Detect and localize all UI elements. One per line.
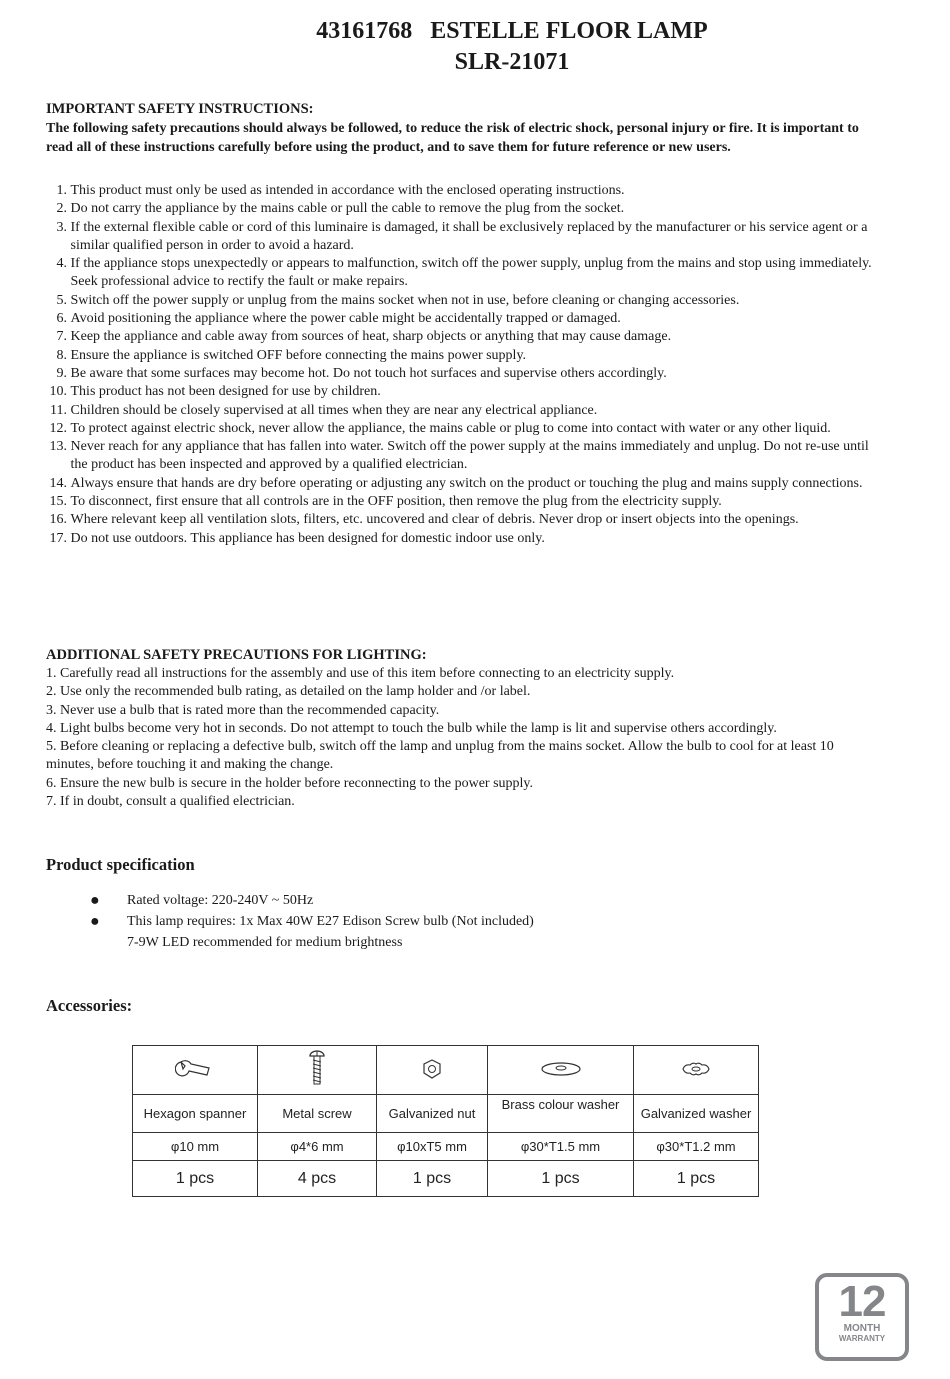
accessory-qty: 1 pcs [133, 1161, 258, 1197]
spec-heading: Product specification [46, 855, 195, 874]
model-number: SLR-21071 [454, 49, 570, 75]
list-item: 12. To protect against electric shock, never allow the appliance, the mains cable or plug to come into contact with water or any other liquid. [49, 420, 831, 436]
accessory-size: φ30*T1.5 mm [488, 1133, 634, 1161]
safety-list [46, 182, 886, 548]
washer-icon [488, 1046, 634, 1095]
lighting-heading: ADDITIONAL SAFETY PRECAUTIONS FOR LIGHTING: [46, 647, 427, 663]
list-item: 5. Before cleaning or replacing a defective bulb, switch off the lamp and unplug from the mains socket. Allow the bulb to cool for at least 10 minutes, before touching it and making the change. [46, 739, 834, 773]
list-item: 10. This product has not been designed for use by children. [49, 384, 381, 400]
accessory-name: Galvanized nut [377, 1095, 488, 1133]
nut-icon [377, 1046, 488, 1095]
screw-icon [258, 1046, 377, 1095]
accessory-size: φ10 mm [133, 1133, 258, 1161]
list-item: 1. Carefully read all instructions for the assembly and use of this item before connecting to an electricity supply. [46, 666, 675, 681]
accessory-size: φ4*6 mm [258, 1133, 377, 1161]
list-item: 1. This product must only be used as intended in accordance with the enclosed operating instructions. [56, 183, 625, 198]
accessory-name: Brass colour washer [488, 1095, 634, 1133]
star-washer-icon [634, 1046, 759, 1095]
accessory-size: φ30*T1.2 mm [634, 1133, 759, 1161]
list-item: 3. Never use a bulb that is rated more than the recommended capacity. [46, 702, 440, 718]
list-item: 2. Use only the recommended bulb rating, as detailed on the lamp holder and /or label. [46, 684, 531, 700]
list-item: 16. Where relevant keep all ventilation slots, filters, etc. uncovered and clear of debris. Never drop or insert objects into the openings. [49, 512, 799, 528]
list-item: 5. Switch off the power supply or unplug from the mains socket when not in use, before cleaning or changing accessories. [56, 292, 740, 308]
spanner-icon [133, 1046, 258, 1095]
list-item: 4. If the appliance stops unexpectedly or appears to malfunction, switch off the power supply, unplug from the mains and stop using immediately. Seek professional advice to rectify the fault or make repairs. [56, 256, 872, 290]
accessory-size: φ10xT5 mm [377, 1133, 488, 1161]
spec-note: 7-9W LED recommended for medium brightness [127, 935, 403, 950]
accessories-table [132, 1045, 759, 1197]
accessory-qty: 1 pcs [488, 1161, 634, 1197]
list-item: 17. Do not use outdoors. This appliance has been designed for domestic indoor use only. [49, 530, 545, 546]
safety-intro: The following safety precautions should always be followed, to reduce the risk of electric shock, personal injury or fire. It is important to read all of these instructions carefully before using the product, and to save them for future reference or new users. [46, 121, 859, 155]
accessories-heading: Accessories: [46, 996, 133, 1015]
accessory-qty: 4 pcs [258, 1161, 377, 1197]
list-item: 8. Ensure the appliance is switched OFF before connecting the mains power supply. [56, 347, 527, 363]
list-item: 9. Be aware that some surfaces may become hot. Do not touch hot surfaces and supervise others accordingly. [56, 365, 667, 381]
warranty-badge: 12 MONTH WARRANTY [815, 1273, 909, 1361]
spec-voltage: Rated voltage: 220-240V ~ 50Hz [127, 893, 314, 908]
list-item: 4. Light bulbs become very hot in seconds. Do not attempt to touch the bulb while the lamp is lit and supervise others accordingly. [46, 720, 777, 736]
accessory-name: Galvanized washer [634, 1095, 759, 1133]
bullet-icon: ● [90, 892, 100, 909]
list-item: 3. If the external flexible cable or cord of this luminaire is damaged, it shall be exclusively replaced by the manufacturer or his service agent or a similar qualified person in order to avoid a hazard. [56, 219, 868, 253]
bullet-icon: ● [90, 913, 100, 930]
accessory-name: Metal screw [258, 1095, 377, 1133]
list-item: 11. Children should be closely supervised at all times when they are near any electrical appliance. [50, 402, 598, 418]
accessory-name: Hexagon spanner [133, 1095, 258, 1133]
page-title: 43161768 ESTELLE FLOOR LAMP [316, 18, 708, 44]
list-item: 15. To disconnect, first ensure that all controls are in the OFF position, then remove the plug from the electricity supply. [49, 494, 722, 510]
lighting-list [46, 665, 876, 811]
list-item: 6. Ensure the new bulb is secure in the holder before reconnecting to the power supply. [46, 775, 533, 791]
list-item: 7. Keep the appliance and cable away from sources of heat, sharp objects or anything that may cause damage. [56, 329, 672, 345]
accessory-qty: 1 pcs [634, 1161, 759, 1197]
spec-list [90, 890, 534, 953]
accessory-qty: 1 pcs [377, 1161, 488, 1197]
list-item: 14. Always ensure that hands are dry before operating or adjusting any switch on the product or touching the plug and mains supply connections. [49, 475, 863, 491]
list-item: 13. Never reach for any appliance that has fallen into water. Switch off the power supply at the mains immediately and unplug. Do not re-use until the product has been inspected and approved by a qualified electrician. [49, 439, 869, 473]
list-item: 2. Do not carry the appliance by the mains cable or pull the cable to remove the plug from the socket. [56, 201, 625, 217]
spec-bulb: This lamp requires: 1x Max 40W E27 Edison Screw bulb (Not included) [127, 914, 534, 929]
safety-heading: IMPORTANT SAFETY INSTRUCTIONS: [46, 101, 314, 117]
list-item: 7. If in doubt, consult a qualified electrician. [46, 794, 295, 810]
list-item: 6. Avoid positioning the appliance where the power cable might be accidentally trapped or damaged. [56, 311, 621, 327]
